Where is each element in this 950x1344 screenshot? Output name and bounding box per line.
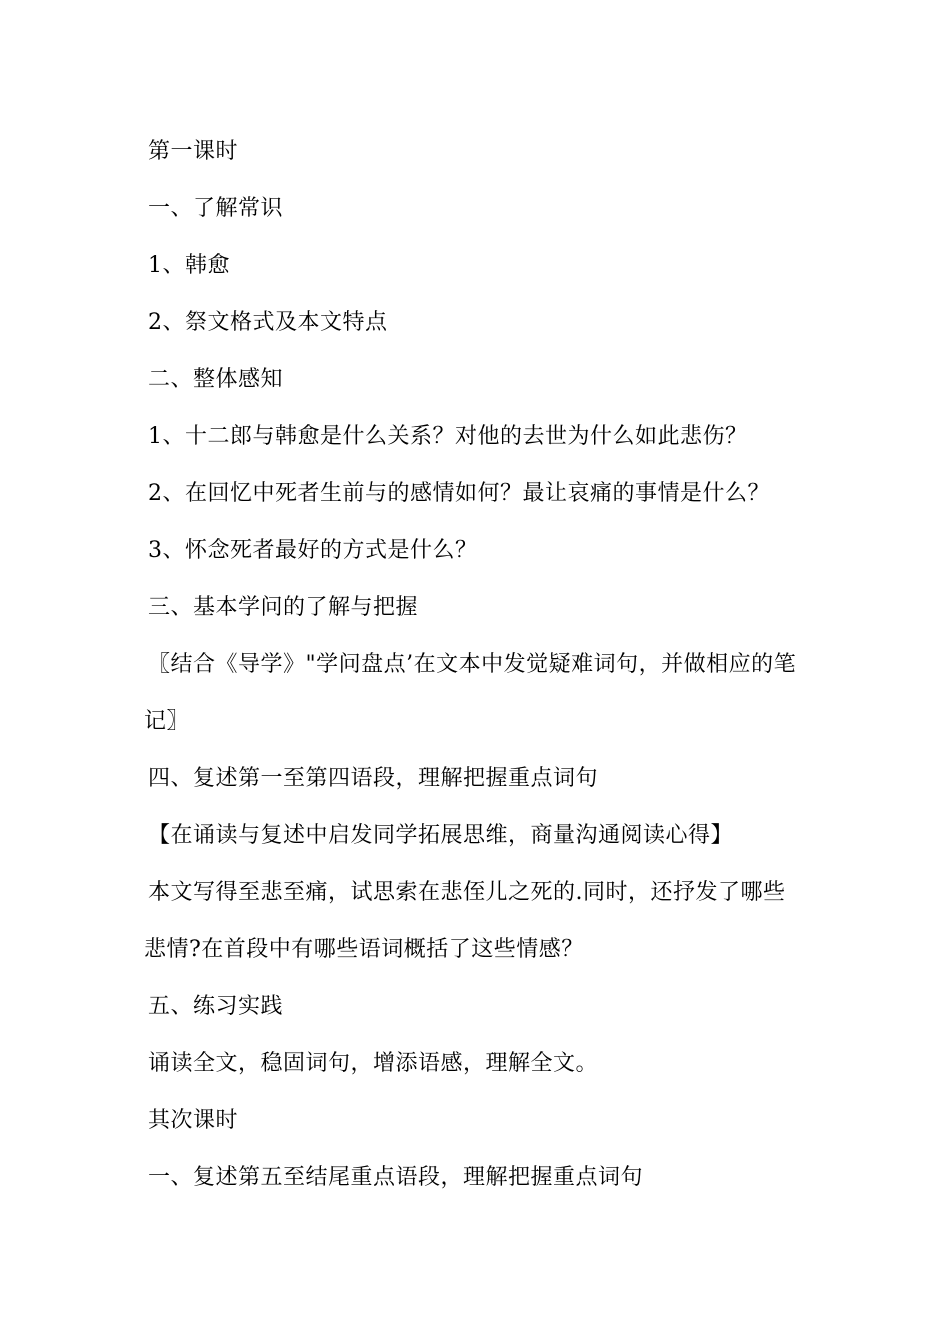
section-heading-5: 五、练习实践 — [148, 994, 284, 1019]
lesson-heading-second: 其次课时 — [148, 1108, 239, 1133]
list-item: 3、怀念死者最好的方式是什么？ — [148, 538, 478, 563]
paragraph-line: 【在诵读与复述中启发同学拓展思维，商量沟通阅读心得】 — [148, 823, 734, 848]
section-heading-2: 二、整体感知 — [148, 367, 284, 392]
paragraph-line: 记〗 — [144, 709, 190, 734]
list-item: 1、十二郎与韩愈是什么关系？对他的去世为什么如此悲伤？ — [148, 424, 748, 449]
lesson-heading-first: 第一课时 — [148, 139, 239, 164]
paragraph-line: 本文写得至悲至痛，试思索在悲侄儿之死的.同时，还抒发了哪些 — [148, 880, 786, 905]
section-heading-1b: 一、复述第五至结尾重点语段，理解把握重点词句 — [148, 1165, 644, 1190]
section-heading-4: 四、复述第一至第四语段，理解把握重点词句 — [148, 766, 599, 791]
list-item: 1、韩愈 — [148, 253, 230, 278]
paragraph-line: 〖结合《导学》"学问盘点’在文本中发觉疑难词句，并做相应的笔 — [148, 652, 797, 677]
paragraph-line: 诵读全文，稳固词句，增添语感，理解全文。 — [148, 1051, 599, 1076]
section-heading-3: 三、基本学问的了解与把握 — [148, 595, 419, 620]
paragraph-line: 悲情?在首段中有哪些语词概括了这些情感？ — [144, 937, 584, 962]
list-item: 2、在回忆中死者生前与的感情如何？最让哀痛的事情是什么？ — [148, 481, 770, 506]
section-heading-1: 一、了解常识 — [148, 196, 284, 221]
list-item: 2、祭文格式及本文特点 — [148, 310, 388, 335]
